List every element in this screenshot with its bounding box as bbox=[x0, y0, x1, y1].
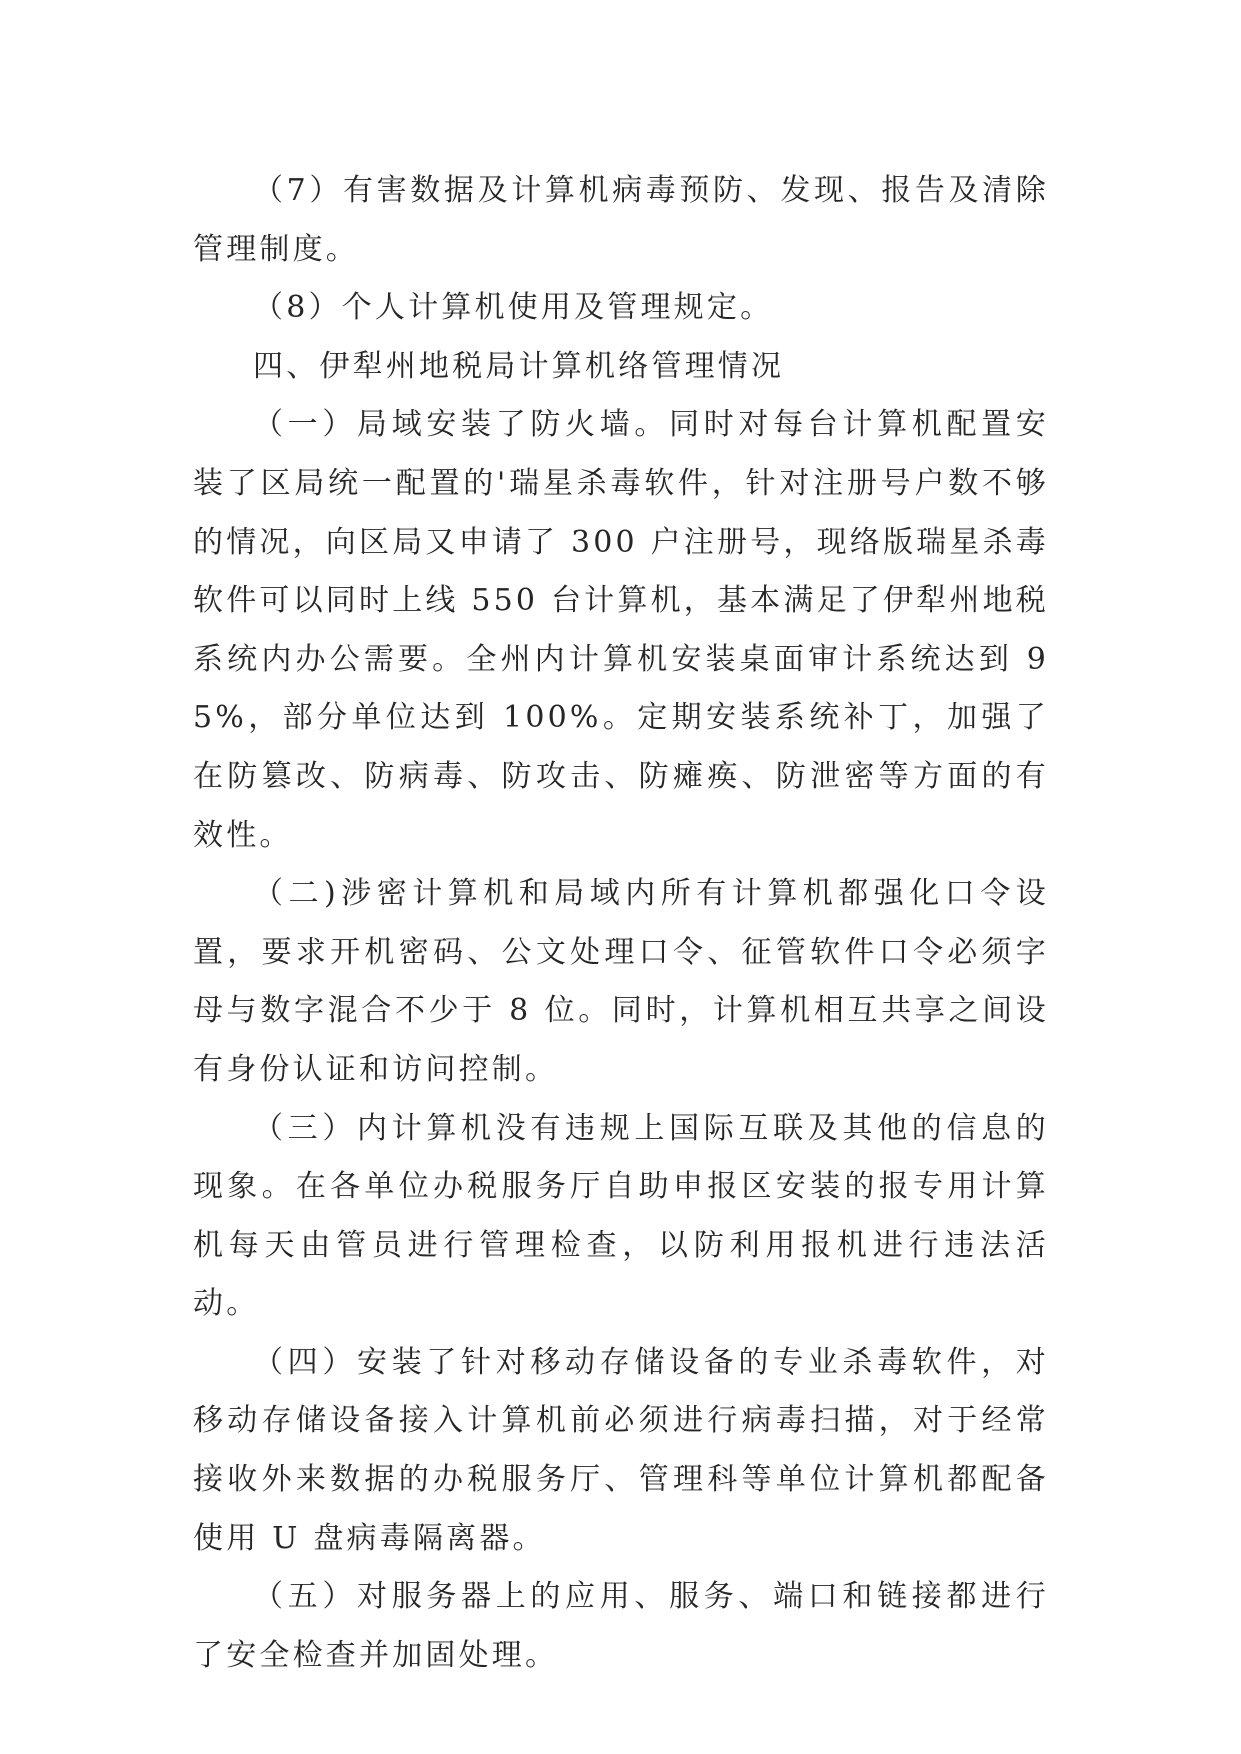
paragraph-sub-2: （二)涉密计算机和局域内所有计算机都强化口令设置，要求开机密码、公文处理口令、征管软件口令必须字母与数字混合不少于 8 位。同时，计算机相互共享之间设有身份认证和访问控制。 bbox=[193, 876, 1049, 1087]
section-heading: 四、伊犁州地税局计算机络管理情况 bbox=[253, 348, 785, 384]
paragraph-sub-5: （五）对服务器上的应用、服务、端口和链接都进行了安全检查并加固处理。 bbox=[193, 1579, 1049, 1673]
paragraph-item-7: （7）有害数据及计算机病毒预防、发现、报告及清除管理制度。 bbox=[193, 173, 1049, 267]
paragraph-item-8: （8）个人计算机使用及管理规定。 bbox=[253, 290, 774, 326]
document-body bbox=[193, 162, 1049, 1685]
paragraph-sub-1: （一）局域安装了防火墙。同时对每台计算机配置安装了区局统一配置的'瑞星杀毒软件，针对注册号户数不够的情况，向区局又申请了 300 户注册号，现络版瑞星杀毒软件可以同时上线 550 台计算机，基本满足了伊犁州地税系统内办公需要。全州内计算机安装桌面审计系统达到 95%，部分单位达到 100%。定期安装系统补丁，加强了在防篡改、防病毒、防攻击、防瘫痪、防泄密等方面的有效性。 bbox=[193, 407, 1049, 853]
paragraph-sub-3: （三）内计算机没有违规上国际互联及其他的信息的现象。在各单位办税服务厅自助申报区安装的报专用计算机每天由管员进行管理检查，以防利用报机进行违法活动。 bbox=[193, 1110, 1049, 1322]
paragraph-sub-4: （四）安装了针对移动存储设备的专业杀毒软件，对移动存储设备接入计算机前必须进行病毒扫描，对于经常接收外来数据的办税服务厅、管理科等单位计算机都配备使用 U 盘病毒隔离器。 bbox=[193, 1344, 1049, 1556]
